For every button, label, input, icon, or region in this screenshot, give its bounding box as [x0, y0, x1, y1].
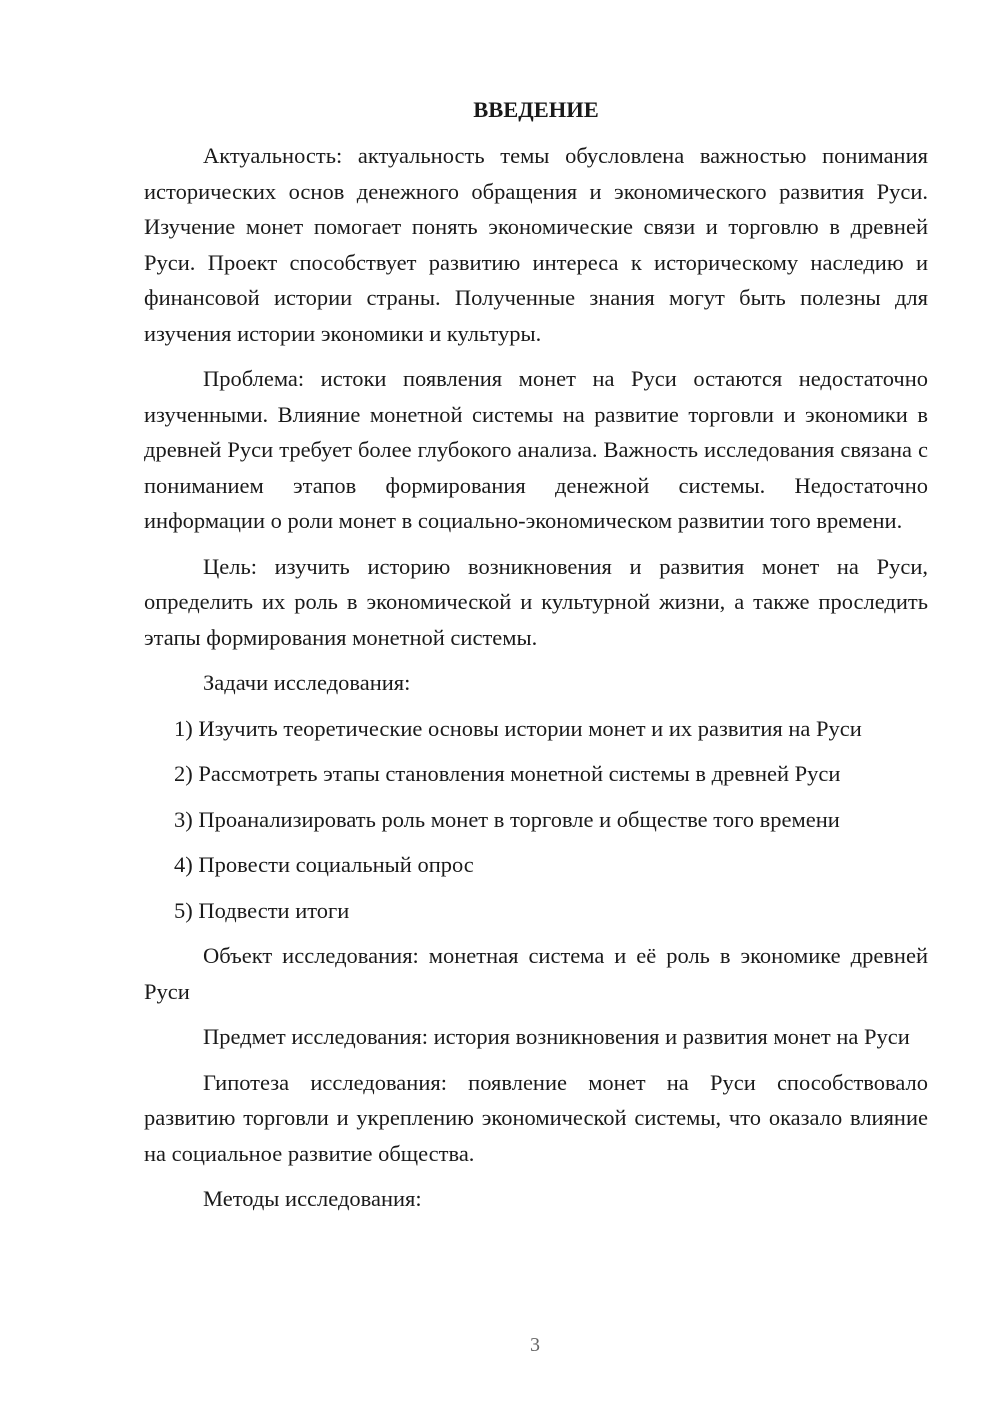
list-item: 3) Проанализировать роль монет в торговле и обществе того времени — [174, 806, 840, 832]
hypothesis-paragraph: Гипотеза исследования: появление монет на Руси способствовало развитию торговли и укреплению экономической системы, что оказало влияние на социальное развитие общества. — [144, 1069, 928, 1166]
object-paragraph: Объект исследования: монетная система и её роль в экономике древней Руси — [144, 943, 928, 1004]
methods-label: Методы исследования: — [203, 1186, 422, 1211]
page-number: 3 — [530, 1334, 540, 1356]
relevance-paragraph: Актуальность: актуальность темы обусловлена важностью понимания исторических основ денежного обращения и экономического развития Руси. Изучение монет помогает понять экономические связи и торговлю в древней Руси. Проект способствует развитию интереса к историческому наследию и финансовой истории страны. Полученные знания могут быть полезны для изучения истории экономики и культуры. — [144, 143, 928, 346]
tasks-label: Задачи исследования: — [203, 670, 411, 695]
list-item: 4) Провести социальный опрос — [174, 852, 474, 877]
list-item: 2) Рассмотреть этапы становления монетной системы в древней Руси — [174, 761, 841, 786]
subject-paragraph: Предмет исследования: история возникновения и развития монет на Руси — [203, 1024, 910, 1049]
goal-paragraph: Цель: изучить историю возникновения и развития монет на Руси, определить их роль в экономической и культурной жизни, а также проследить этапы формирования монетной системы. — [144, 553, 928, 650]
list-item: 1) Изучить теоретические основы истории монет и их развития на Руси — [174, 715, 862, 741]
tasks-list — [144, 711, 928, 929]
document-page — [144, 92, 928, 1227]
problem-paragraph: Проблема: истоки появления монет на Руси остаются недостаточно изученными. Влияние монетной системы на развитие торговли и экономики в древней Руси требует более глубокого анализа. Важность исследования связана с пониманием этапов формирования денежной системы. Недостаточно информации о роли монет в социально-экономическом развитии того времени. — [144, 366, 928, 533]
page-title: ВВЕДЕНИЕ — [473, 97, 599, 122]
list-item: 5) Подвести итоги — [174, 897, 350, 923]
